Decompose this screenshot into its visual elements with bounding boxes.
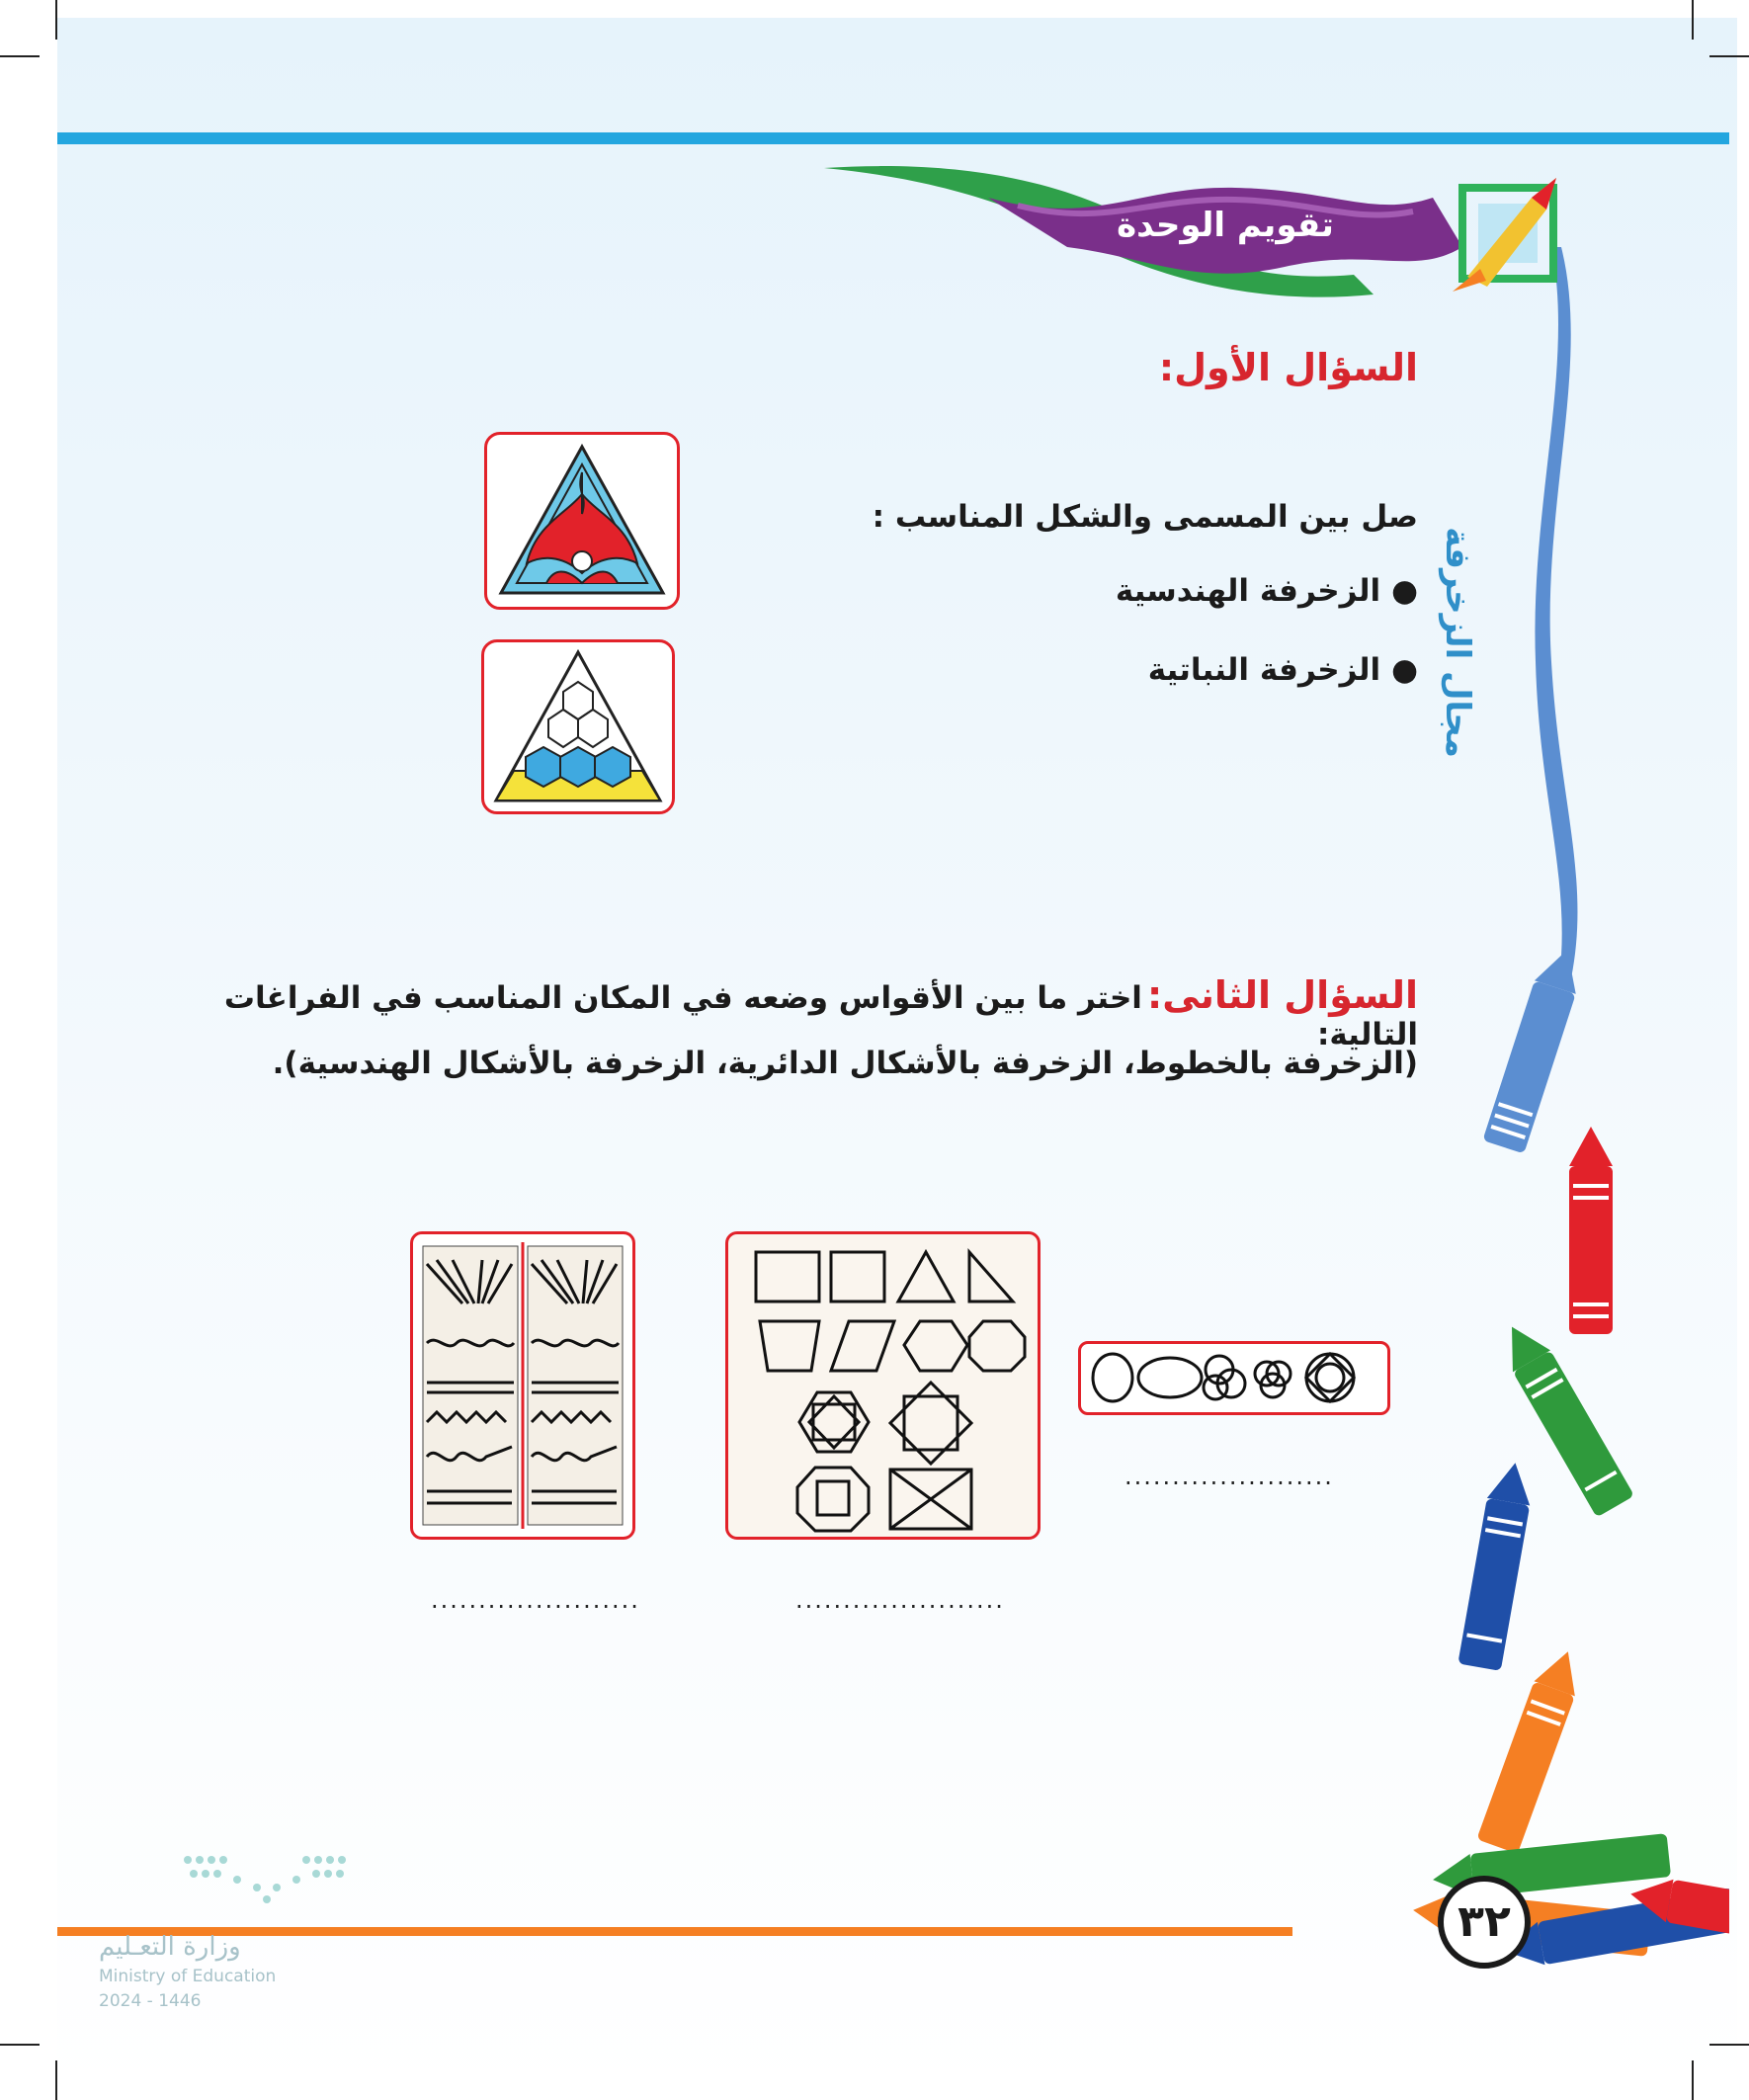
floral-triangle-icon [487,435,677,607]
crop-mark [55,2060,57,2100]
question-2-choices: (الزخرفة بالخطوط، الزخرفة بالأشكال الدائرية، الزخرفة بالأشكال الهندسية). [272,1046,1418,1081]
question-2-title: السؤال الثانى: [1147,973,1418,1017]
page-number: ٣٢ [1438,1876,1531,1969]
crop-mark [1709,55,1749,57]
crayons-illustration [1275,949,1729,1976]
top-rule [57,132,1729,144]
option-floral [1148,652,1418,688]
crop-mark [1709,2044,1749,2046]
geometric-shapes-icon [728,1234,1038,1537]
geometric-shapes-image[interactable] [725,1231,1041,1540]
section-side-label: مجال الزخرفة [1438,527,1477,758]
geometric-ornament-image[interactable] [481,639,675,814]
answer-blank[interactable]: ...................... [1124,1463,1334,1490]
question-2-heading [133,973,1418,1052]
floral-ornament-image[interactable] [484,432,680,610]
crop-mark [55,0,57,40]
option-geometric [1116,573,1418,609]
lines-pattern-icon [413,1234,632,1537]
question-1-title: السؤال الأول: [1158,346,1418,389]
crop-mark [0,2044,40,2046]
bullet-icon: ● [1390,652,1418,688]
edition-year: 2024 - 1446 [99,1991,202,2011]
lines-ornament-image[interactable] [410,1231,635,1540]
crop-mark [1692,2060,1694,2100]
answer-blank[interactable]: ...................... [795,1586,1005,1614]
option-label: الزخرفة النباتية [1147,652,1381,688]
ministry-logo-icon [178,1850,356,1909]
crop-mark [1692,0,1694,40]
page-title: تقويم الوحدة [1117,206,1334,245]
geometric-triangle-icon [484,642,672,811]
margin-swoosh [1522,247,1601,978]
ministry-name-arabic: وزارة التعـليم [99,1932,241,1962]
option-label: الزخرفة الهندسية [1115,573,1381,609]
question-2-instruction: اختر ما بين الأقواس وضعه في المكان المناسب في الفراغات التالية: [223,980,1418,1052]
ministry-name-english: Ministry of Education [99,1967,277,1986]
question-1-instruction: صل بين المسمى والشكل المناسب : [872,499,1418,535]
bullet-icon: ● [1390,573,1418,609]
answer-blank[interactable]: ...................... [431,1586,640,1614]
crop-mark [0,55,40,57]
